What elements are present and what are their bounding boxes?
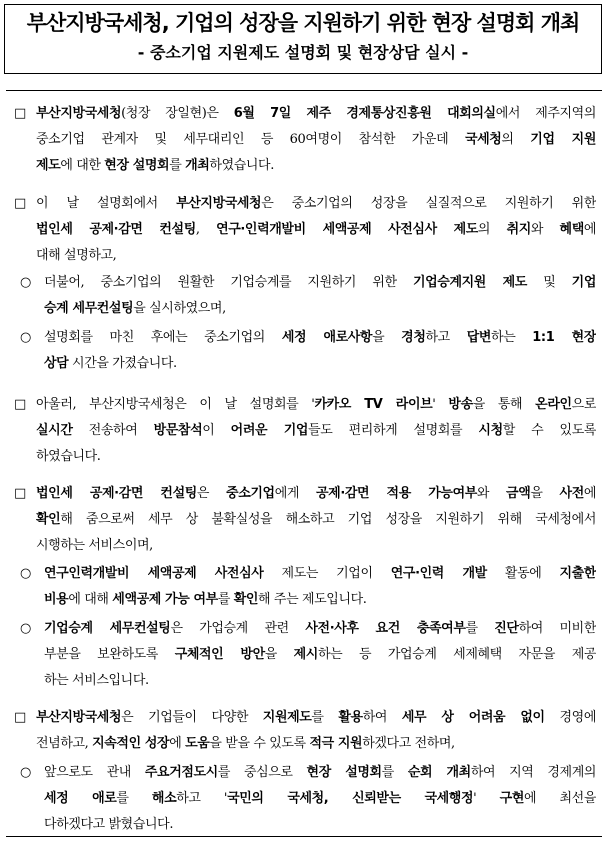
text-line xyxy=(44,616,596,642)
bold-text: 시청 xyxy=(478,423,503,438)
paragraph-text xyxy=(44,270,596,322)
text-segment: 은 중소기업의 성장을 실질적으로 지원하기 위한 xyxy=(261,196,596,211)
bold-text: 해소 xyxy=(151,791,177,806)
paragraph-text xyxy=(44,760,596,838)
text-segment: 을 xyxy=(530,486,560,501)
text-segment: 와 xyxy=(530,222,560,237)
bold-text: 부산지방국세청 xyxy=(36,710,122,725)
text-segment: 시간을 가졌습니다. xyxy=(68,356,177,371)
text-line xyxy=(36,127,596,153)
text-segment: 중소기업 관계자 및 세무대리인 등 60여명이 참석한 가운데 xyxy=(36,132,465,147)
bold-text: 온라인 xyxy=(535,397,572,412)
bold-text: 확인 xyxy=(233,592,259,607)
text-segment: 앞으로도 관내 xyxy=(44,765,145,780)
bold-text: 경청 xyxy=(401,330,426,345)
text-segment: 하여 지역 경제계의 xyxy=(470,765,596,780)
text-segment: 에 대해 xyxy=(68,592,113,607)
text-segment: 을 실시하였으며, xyxy=(133,301,226,316)
bold-text: 6월 7일 제주 경제통상진흥원 대회의실 xyxy=(233,106,496,121)
text-segment: 와 xyxy=(476,486,507,501)
text-segment: 를 xyxy=(169,158,186,173)
text-segment: 전념하고, xyxy=(36,736,93,751)
bold-text: 연구·인력개발비 세액공제 사전심사 제도 xyxy=(216,222,478,237)
text-segment: 대해 설명하고, xyxy=(36,248,117,263)
bold-text: 세무 상 어려움 없이 xyxy=(401,710,545,725)
text-line xyxy=(36,507,596,533)
bold-text: 중소기업 xyxy=(226,486,275,501)
paragraph-9 xyxy=(0,705,608,757)
bold-text: 확인 xyxy=(36,512,61,527)
text-segment: 할 수 있도록 xyxy=(502,423,596,438)
text-segment: ' xyxy=(432,397,449,412)
text-segment: 설명회를 마친 후에는 중소기업의 xyxy=(44,330,282,345)
text-line xyxy=(36,191,596,217)
paragraph-text xyxy=(36,101,596,179)
text-segment: 하여 xyxy=(362,710,402,725)
text-segment: 하는 xyxy=(491,330,533,345)
text-segment: , xyxy=(195,222,217,237)
text-segment: 시행하는 서비스이며, xyxy=(36,538,153,553)
text-line xyxy=(44,642,596,668)
paragraph-text xyxy=(44,325,596,377)
text-segment: 이 날 설명회에서 xyxy=(36,196,177,211)
bold-text: 금액 xyxy=(506,486,531,501)
text-segment: 아울러, 부산지방국세청은 이 날 설명회를 ' xyxy=(36,397,315,412)
text-segment: 및 xyxy=(526,275,572,290)
paragraph-6 xyxy=(0,481,608,559)
bold-text: 적극 지원 xyxy=(309,736,363,751)
paragraph-text xyxy=(44,561,596,613)
circle-bullet-icon: ○ xyxy=(20,765,31,780)
bold-text: 개최 xyxy=(185,158,210,173)
bold-text: 활용 xyxy=(338,710,363,725)
bold-text: 1:1 현장 xyxy=(532,330,596,345)
circle-bullet-icon: ○ xyxy=(20,330,31,345)
text-segment: 에 xyxy=(583,486,596,501)
paragraph-5 xyxy=(0,392,608,470)
paragraph-3 xyxy=(0,270,608,322)
bold-text: 국민의 국세청, 신뢰받는 국세행정 xyxy=(227,791,474,806)
text-segment: 을 받을 수 있도록 xyxy=(209,736,310,751)
text-line xyxy=(44,587,596,613)
bold-text: 실시간 xyxy=(36,423,73,438)
text-segment: 다하겠다고 밝혔습니다. xyxy=(44,817,174,832)
text-line xyxy=(36,731,596,757)
title-box xyxy=(4,4,602,74)
paragraph-text xyxy=(44,616,596,694)
bold-text: 제시 xyxy=(293,647,318,662)
text-segment: 를 중심으로 xyxy=(217,765,307,780)
bold-text: 세정 애로사항 xyxy=(281,330,373,345)
bold-text: 지원제도 xyxy=(262,710,312,725)
bold-text: 기업승계지원 제도 xyxy=(412,275,527,290)
paragraph-4 xyxy=(0,325,608,377)
bold-text: 지출한 xyxy=(559,566,596,581)
bold-text: 현장 설명회 xyxy=(104,158,170,173)
bold-text: 법인세 공제·감면 컨설팅 xyxy=(36,222,196,237)
bold-text: 구체적인 방안 xyxy=(174,647,265,662)
bold-text: 현장 설명회 xyxy=(306,765,382,780)
text-segment: ' xyxy=(473,791,500,806)
bold-text: 사전 xyxy=(559,486,584,501)
text-segment: 부분을 보완하도록 xyxy=(44,647,175,662)
paragraph-1 xyxy=(0,101,608,179)
bold-text: 세액공제 가능 여부 xyxy=(112,592,218,607)
bold-text: 상담 xyxy=(44,356,69,371)
bold-text: 취지 xyxy=(506,222,531,237)
text-segment: 에게 xyxy=(274,486,316,501)
bold-text: 부산지방국세청 xyxy=(36,106,122,121)
paragraph-text xyxy=(36,705,596,757)
text-line xyxy=(36,243,596,269)
document-title: 부산지방국세청, 기업의 성장을 지원하기 위한 현장 설명회 개최 xyxy=(26,11,580,35)
text-line xyxy=(44,561,596,587)
square-bullet-icon: □ xyxy=(14,397,26,412)
bold-text: 카카오 TV 라이브 xyxy=(314,397,433,412)
bold-text: 주요거점도시 xyxy=(144,765,218,780)
text-segment: 을 xyxy=(372,330,402,345)
paragraph-8 xyxy=(0,616,608,694)
text-segment: 하였습니다. xyxy=(209,158,274,173)
text-segment: 에서 제주지역의 xyxy=(495,106,596,121)
bold-text: 세정 애로 xyxy=(44,791,117,806)
square-bullet-icon: □ xyxy=(14,106,26,121)
paragraph-text xyxy=(36,191,596,269)
paragraph-text xyxy=(36,481,596,559)
bold-text: 부산지방국세청 xyxy=(176,196,262,211)
text-segment: 하는 서비스입니다. xyxy=(44,673,149,688)
text-line xyxy=(36,392,596,418)
text-segment: 해 주는 제도입니다. xyxy=(258,592,367,607)
paragraph-text xyxy=(36,392,596,470)
bold-text: 어려운 기업 xyxy=(230,423,309,438)
bold-text: 연구·인력 개발 xyxy=(390,566,487,581)
bold-text: 도움 xyxy=(185,736,210,751)
text-line xyxy=(36,418,596,444)
text-segment: 이 xyxy=(202,423,231,438)
text-line xyxy=(36,533,596,559)
text-segment: 을 통해 xyxy=(472,397,536,412)
bold-text: 기업 지원 xyxy=(530,132,596,147)
text-segment: (청장 장일현)은 xyxy=(121,106,234,121)
text-segment: 에 xyxy=(583,222,596,237)
paragraph-7 xyxy=(0,561,608,613)
paragraph-2 xyxy=(0,191,608,269)
text-segment: 의 xyxy=(477,222,507,237)
text-segment: 에 대한 xyxy=(60,158,105,173)
text-line xyxy=(36,101,596,127)
text-segment: 하고 ' xyxy=(176,791,228,806)
text-segment: 은 기업들이 다양한 xyxy=(121,710,263,725)
bold-text: 순회 개최 xyxy=(407,765,471,780)
text-segment: 를 xyxy=(465,621,495,636)
text-segment: 경영에 xyxy=(544,710,596,725)
bold-text: 혜택 xyxy=(559,222,584,237)
bottom-rule xyxy=(6,836,602,837)
bold-text: 기업승계 세무컨설팅 xyxy=(44,621,171,636)
square-bullet-icon: □ xyxy=(14,710,26,725)
paragraph-10 xyxy=(0,760,608,838)
bold-text: 지속적인 성장 xyxy=(92,736,170,751)
bold-text: 연구인력개발비 세액공제 사전심사 xyxy=(44,566,264,581)
text-segment: 해 줌으로써 세무 상 불확실성을 해소하고 기업 성장을 지원하기 위해 국세청에서 xyxy=(60,512,596,527)
bold-text: 제도 xyxy=(36,158,61,173)
text-line xyxy=(44,786,596,812)
text-line xyxy=(36,153,596,179)
bold-text: 승계 세무컨설팅 xyxy=(44,301,134,316)
bold-text: 비용 xyxy=(44,592,69,607)
text-segment: 은 xyxy=(196,486,227,501)
circle-bullet-icon: ○ xyxy=(20,275,31,290)
text-segment: 더불어, 중소기업의 원활한 기업승계를 지원하기 위한 xyxy=(44,275,413,290)
text-line xyxy=(36,705,596,731)
text-line xyxy=(44,351,596,377)
text-segment: 를 xyxy=(116,791,152,806)
text-line xyxy=(44,325,596,351)
bold-text: 법인세 공제·감면 컨설팅 xyxy=(36,486,197,501)
bold-text: 진단 xyxy=(494,621,519,636)
bold-text: 구현 xyxy=(499,791,524,806)
text-line xyxy=(36,481,596,507)
bold-text: 국세청 xyxy=(464,132,502,147)
square-bullet-icon: □ xyxy=(14,196,26,211)
bold-text: 방문참석 xyxy=(153,423,203,438)
text-segment: 하고 xyxy=(425,330,467,345)
text-line xyxy=(44,296,596,322)
text-line xyxy=(44,812,596,838)
bold-text: 답변 xyxy=(466,330,492,345)
text-segment: 제도는 기업이 xyxy=(263,566,391,581)
text-segment: 의 xyxy=(501,132,531,147)
text-segment: 으로 xyxy=(571,397,596,412)
bold-text: 기업 xyxy=(571,275,596,290)
text-segment: 하여 미비한 xyxy=(518,621,596,636)
text-line xyxy=(36,444,596,470)
top-rule xyxy=(6,90,602,91)
text-segment: 활동에 xyxy=(486,566,560,581)
text-segment: 을 xyxy=(264,647,294,662)
text-segment: 하겠다고 전하며, xyxy=(362,736,455,751)
square-bullet-icon: □ xyxy=(14,486,26,501)
text-segment: 를 xyxy=(311,710,339,725)
text-segment: 에 최선을 xyxy=(524,791,596,806)
text-line xyxy=(36,217,596,243)
text-line xyxy=(44,760,596,786)
text-segment: 들도 편리하게 설명회를 xyxy=(308,423,479,438)
text-segment: 전송하여 xyxy=(72,423,154,438)
circle-bullet-icon: ○ xyxy=(20,621,31,636)
circle-bullet-icon: ○ xyxy=(20,566,31,581)
bold-text: 방송 xyxy=(448,397,473,412)
text-segment: 를 xyxy=(217,592,234,607)
text-segment: 에 xyxy=(169,736,186,751)
document-subtitle: - 중소기업 지원제도 설명회 및 현장상담 실시 - xyxy=(137,43,469,62)
text-segment: 를 xyxy=(381,765,408,780)
text-segment: 하는 등 가업승계 세제혜택 자문을 제공 xyxy=(317,647,596,662)
text-line xyxy=(44,270,596,296)
text-segment: 하였습니다. xyxy=(36,449,101,464)
text-line xyxy=(44,668,596,694)
bold-text: 공제·감면 적용 가능여부 xyxy=(316,486,477,501)
bold-text: 사전·사후 요건 충족여부 xyxy=(305,621,466,636)
text-segment: 은 가업승계 관련 xyxy=(170,621,306,636)
